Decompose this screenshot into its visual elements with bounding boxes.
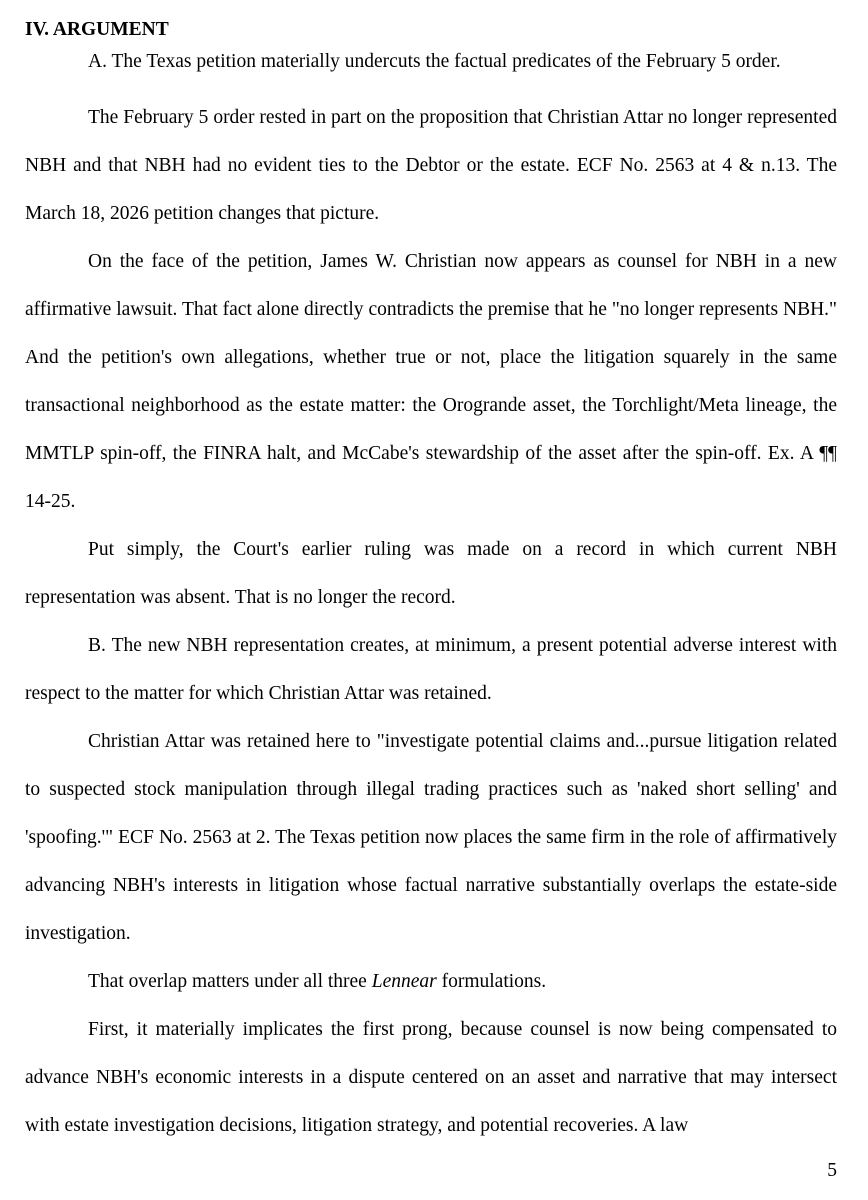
paragraph-5	[25, 958, 837, 1006]
paragraph-5-text-before: That overlap matters under all three	[88, 971, 372, 992]
subsection-b-heading: B. The new NBH representation creates, at minimum, a present potential adverse interest with respect to the matter for which Christian Attar was retained.	[25, 635, 837, 704]
paragraph-2: On the face of the petition, James W. Christian now appears as counsel for NBH in a new affirmative lawsuit. That fact alone directly contradicts the premise that he "no longer represents NBH." And the petition's own allegations, whether true or not, place the litigation squarely in the same transactional neighborhood as the estate matter: the Orogrande asset, the Torchlight/Meta lineage, the MMTLP spin-off, the FINRA halt, and McCabe's stewardship of the asset after the spin-off. Ex. A ¶¶ 14-25.	[25, 251, 837, 512]
page-number: 5	[827, 1160, 837, 1181]
document-page	[25, 14, 837, 1150]
paragraph-3: Put simply, the Court's earlier ruling was made on a record in which current NBH representation was absent. That is no longer the record.	[25, 539, 837, 608]
paragraph-4: Christian Attar was retained here to "investigate potential claims and...pursue litigation related to suspected stock manipulation through illegal trading practices such as 'naked short selling' and 'spoofing.'" ECF No. 2563 at 2. The Texas petition now places the same firm in the role of affirmatively advancing NBH's interests in litigation whose factual narrative substantially overlaps the estate-side investigation.	[25, 731, 837, 944]
subsection-a-heading: A. The Texas petition materially undercuts the factual predicates of the February 5 order.	[88, 51, 781, 72]
paragraph-5-text-after: formulations.	[436, 971, 547, 992]
paragraph-1: The February 5 order rested in part on the proposition that Christian Attar no longer represented NBH and that NBH had no evident ties to the Debtor or the estate. ECF No. 2563 at 4 & n.13. The March 18, 2026 petition changes that picture.	[25, 107, 837, 224]
paragraph-6: First, it materially implicates the first prong, because counsel is now being compensated to advance NBH's economic interests in a dispute centered on an asset and narrative that may intersect with estate investigation decisions, litigation strategy, and potential recoveries. A law	[25, 1019, 837, 1136]
case-name-italic: Lennear	[371, 971, 437, 992]
section-heading: IV. ARGUMENT	[25, 19, 169, 40]
